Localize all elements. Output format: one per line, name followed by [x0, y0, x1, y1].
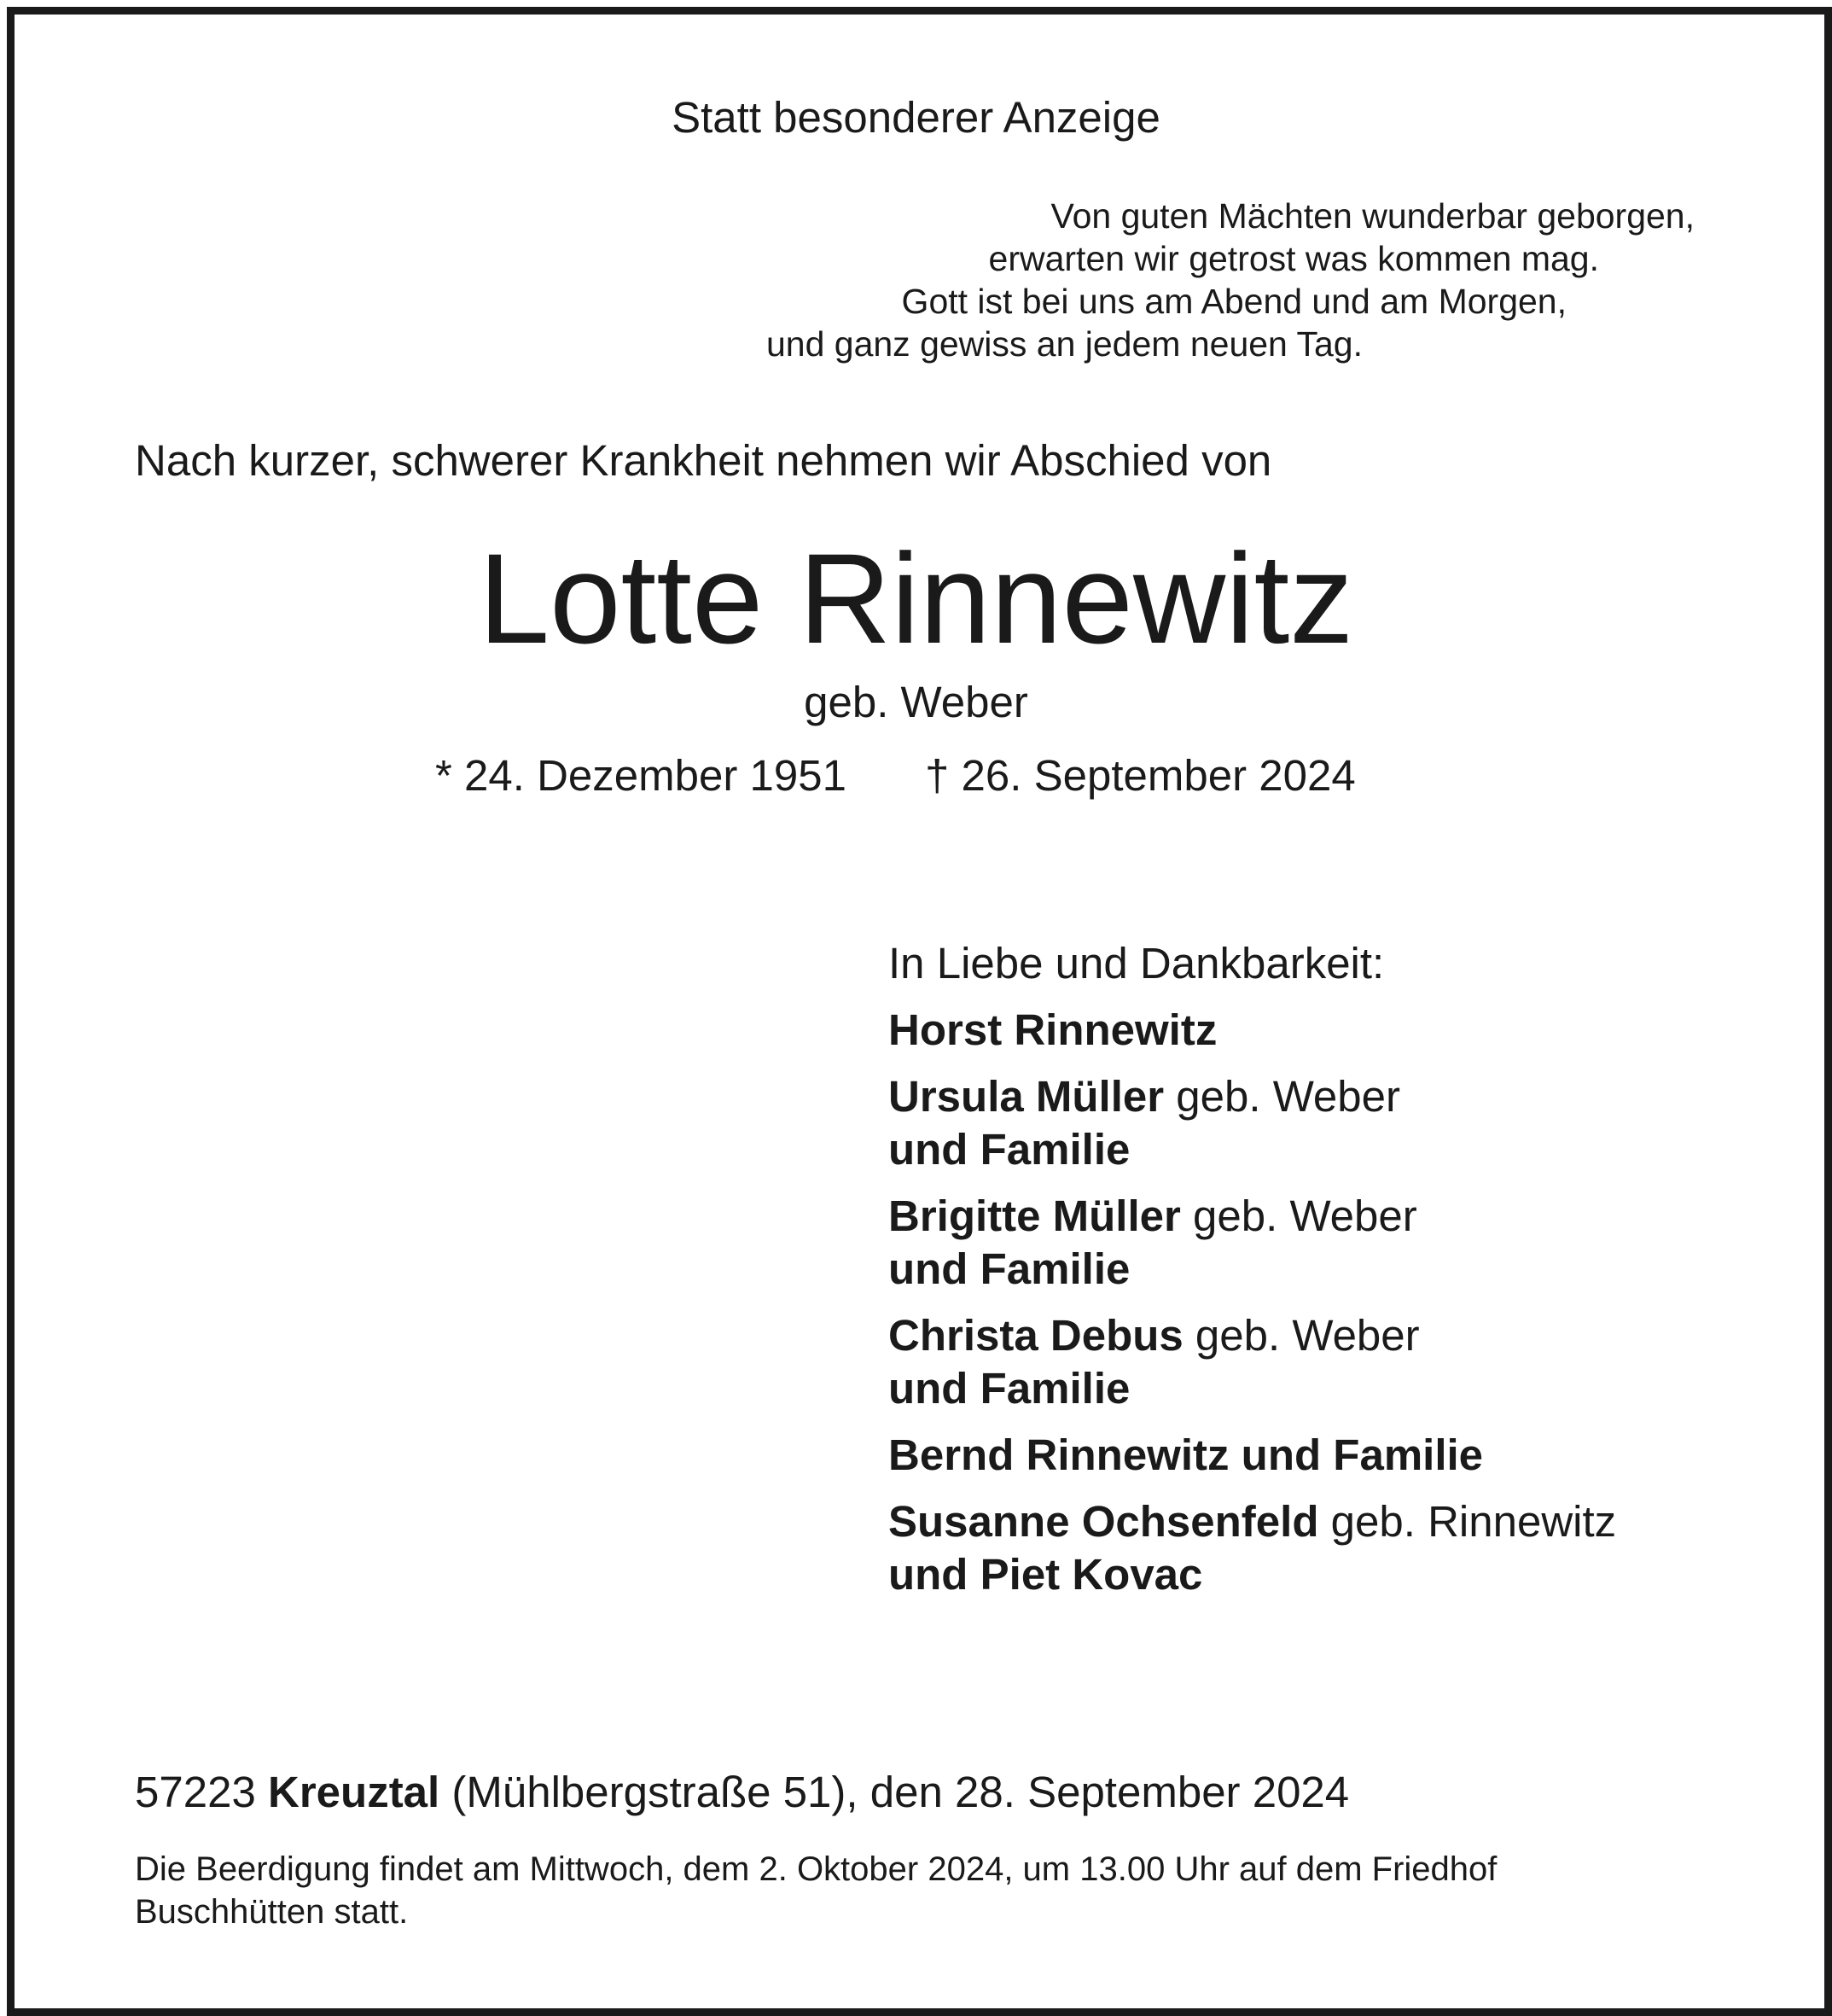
- funeral-info: [135, 1848, 1497, 1933]
- mourner-second-line: und Piet Kovac: [888, 1550, 1203, 1599]
- funeral-line: Buschhütten statt.: [135, 1893, 409, 1931]
- mourners-block: [888, 941, 1616, 1615]
- mourner-second-line: und Familie: [888, 1244, 1131, 1293]
- poem-line: erwarten wir getrost was kommen mag.: [988, 239, 1599, 278]
- mourner-name: Horst Rinnewitz: [888, 1005, 1218, 1054]
- mourner-entry: [888, 1429, 1616, 1482]
- mourner-name: Ursula Müller: [888, 1072, 1165, 1121]
- maiden-name: geb. Weber: [804, 678, 1028, 726]
- mourner-second-line: und Familie: [888, 1364, 1131, 1413]
- city-name: Kreuztal: [268, 1768, 440, 1816]
- mourner-suffix: geb. Weber: [1180, 1192, 1417, 1240]
- poem-line: und ganz gewiss an jedem neuen Tag.: [765, 324, 1363, 364]
- deceased-name: Lotte Rinnewitz: [478, 527, 1354, 670]
- mourner-entry: [888, 1495, 1616, 1601]
- funeral-line: Die Beerdigung findet am Mittwoch, dem 2. Oktober 2024, um 13.00 Uhr auf dem Friedhof: [135, 1850, 1498, 1888]
- mourners-greeting: In Liebe und Dankbarkeit:: [888, 939, 1385, 988]
- poem-line: Von guten Mächten wunderbar geborgen,: [1050, 196, 1695, 236]
- mourner-entry: [888, 1004, 1616, 1057]
- death-date: † 26. September 2024: [925, 751, 1356, 800]
- mourner-name: Brigitte Müller: [888, 1192, 1181, 1240]
- address-date: (Mühlbergstraße 51), den 28. September 2024: [439, 1768, 1350, 1816]
- intro-text: Nach kurzer, schwerer Krankheit nehmen wir Abschied von: [135, 436, 1272, 485]
- place-date-line: [135, 1770, 1349, 1814]
- poem: [671, 195, 1695, 365]
- notice-header: Statt besonderer Anzeige: [672, 93, 1160, 142]
- mourner-entry: [888, 1309, 1616, 1415]
- mourner-suffix: geb. Rinnewitz: [1318, 1497, 1617, 1546]
- poem-line: Gott ist bei uns am Abend und am Morgen,: [901, 282, 1567, 321]
- mourner-entry: [888, 1190, 1616, 1296]
- postal-code: 57223: [135, 1768, 268, 1816]
- mourner-entry: [888, 1070, 1616, 1176]
- mourner-second-line: und Familie: [888, 1125, 1131, 1174]
- mourner-suffix: geb. Weber: [1164, 1072, 1400, 1121]
- mourner-name: Susanne Ochsenfeld: [888, 1497, 1319, 1546]
- birth-date: * 24. Dezember 1951: [435, 751, 846, 800]
- mourner-suffix: geb. Weber: [1183, 1311, 1420, 1360]
- mourner-name: Bernd Rinnewitz und Familie: [888, 1430, 1484, 1479]
- mourner-name: Christa Debus: [888, 1311, 1184, 1360]
